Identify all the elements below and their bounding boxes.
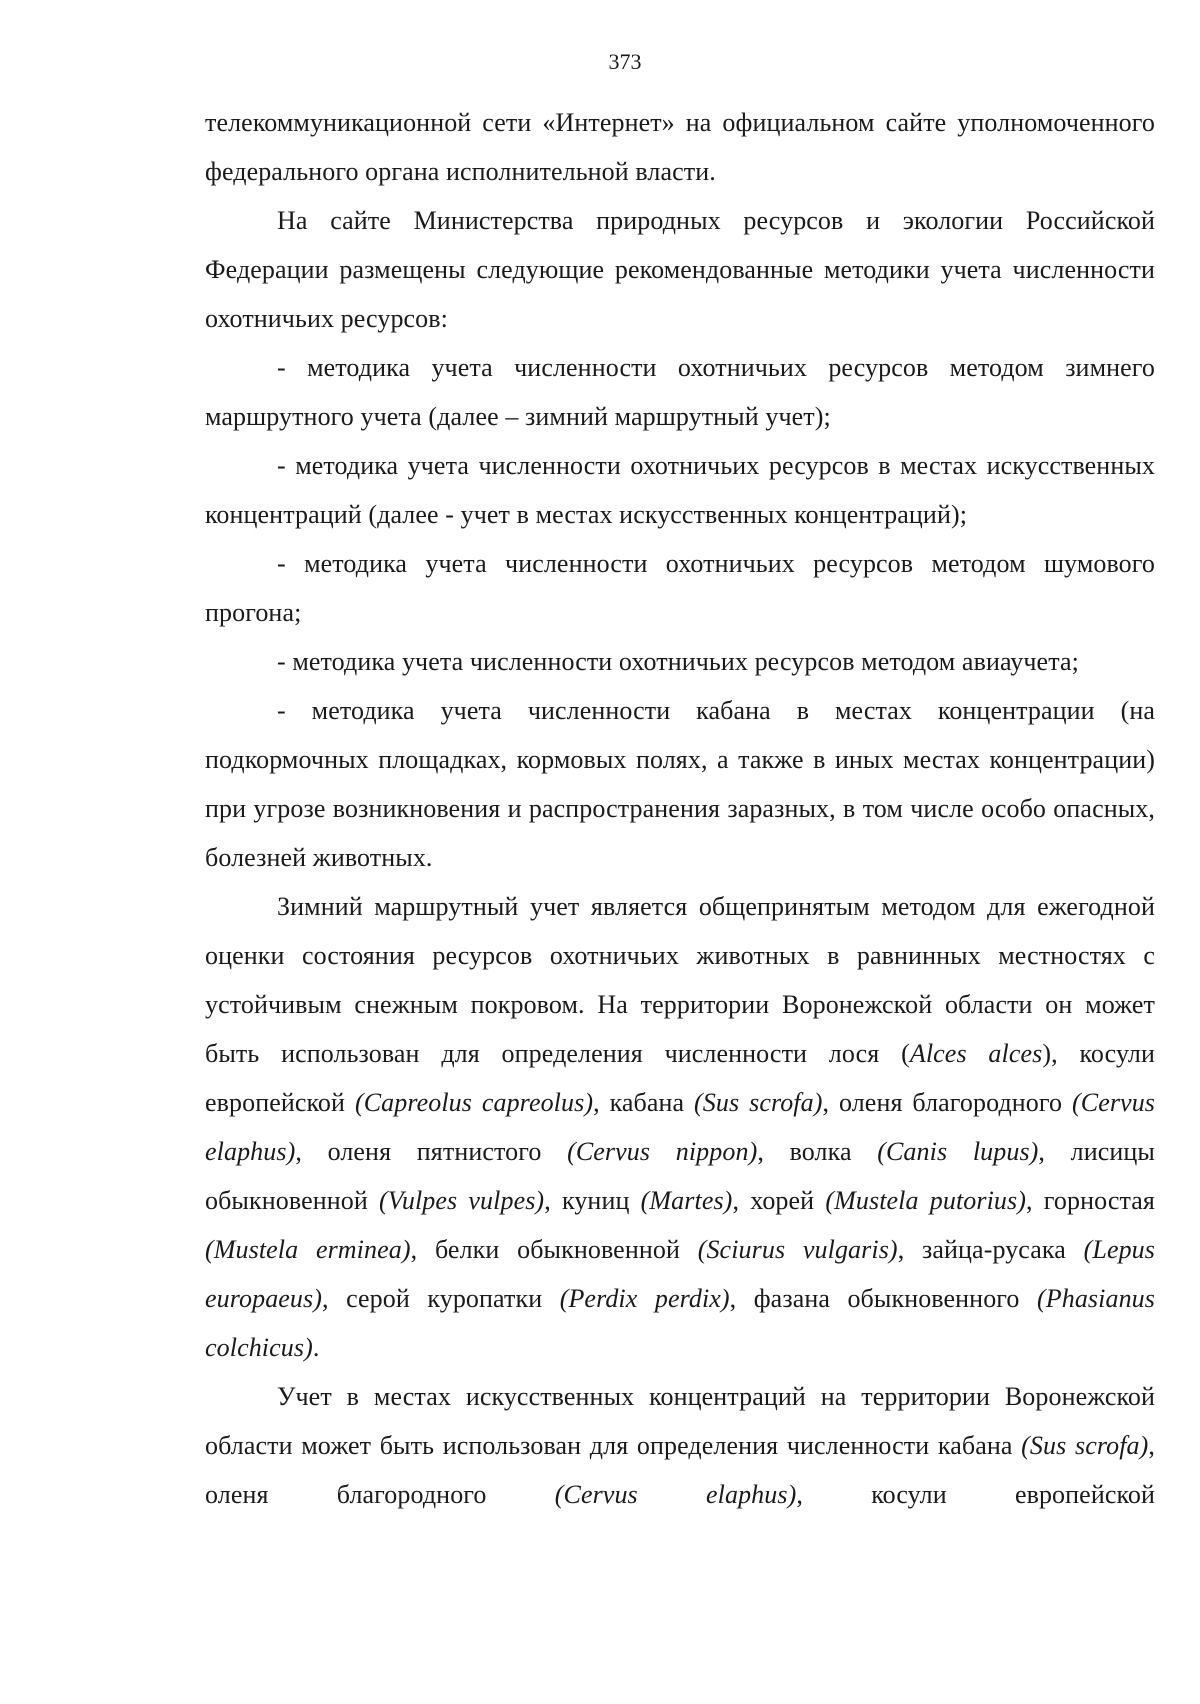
- paragraph-continuation: телекоммуникационной сети «Интернет» на официальном сайте уполномоченного федерального органа исполнительной власти.: [205, 108, 1155, 186]
- text-span: , оленя пятнистого: [295, 1137, 568, 1166]
- text-span: ), косули европейской: [205, 1039, 1155, 1117]
- species-name: (Sciurus vulgaris): [697, 1235, 898, 1264]
- text-span: , оленя благородного: [822, 1088, 1072, 1117]
- species-name: (Vulpes vulpes): [379, 1186, 545, 1215]
- text-span: .: [312, 1333, 320, 1362]
- text-span: , белки обыкновенной: [410, 1235, 698, 1264]
- text-span: , зайца-русака: [897, 1235, 1084, 1264]
- text-span: , лисицы обыкновенной: [205, 1137, 1155, 1215]
- list-item-winter-route-count: - методика учета численности охотничьих ресурсов методом зимнего маршрутного учета (далее – зимний маршрутный учет);: [205, 353, 1155, 431]
- species-name: Alces alces: [909, 1039, 1043, 1068]
- species-name: (Cervus nippon): [567, 1137, 758, 1166]
- list-item-noise-drive-count: - методика учета численности охотничьих ресурсов методом шумового прогона;: [205, 549, 1155, 627]
- species-name: (Canis lupus): [877, 1137, 1039, 1166]
- species-name: (Cervus elaphus): [554, 1480, 797, 1509]
- text-span: , фазана обыкновенного: [729, 1284, 1037, 1313]
- species-name: (Sus scrofa): [694, 1088, 823, 1117]
- text-span: , горностая: [1026, 1186, 1155, 1215]
- species-name: (Mustela putorius): [825, 1186, 1027, 1215]
- species-name: (Lepus europaeus): [205, 1235, 1156, 1313]
- list-item-aerial-count: - методика учета численности охотничьих ресурсов методом авиаучета;: [277, 647, 1079, 676]
- text-span: , кабана: [593, 1088, 695, 1117]
- species-name: (Phasianus colchicus): [205, 1284, 1155, 1362]
- text-span: Зимний маршрутный учет является общепринятым методом для ежегодной оценки состояния ресурсов охотничьих животных в равнинных местностях с устойчивым снежным покровом. На территории Воронежской области он может быть использован для определения численности лося (: [205, 892, 1155, 1068]
- species-name: (Mustela erminea): [205, 1235, 411, 1264]
- paragraph-ministry-methods: На сайте Министерства природных ресурсов и экологии Российской Федерации размещены следующие рекомендованные методики учета численности охотничьих ресурсов:: [205, 206, 1155, 333]
- paragraph-artificial-concentration-species: [205, 1372, 1155, 1519]
- species-name: (Capreolus capreolus): [354, 1088, 594, 1117]
- list-item-artificial-concentration-count: - методика учета численности охотничьих ресурсов в местах искусственных концентраций (далее - учет в местах искусственных концентраций);: [205, 451, 1155, 529]
- document-body: [205, 98, 1155, 1519]
- species-name: (Sus scrofa): [1021, 1431, 1149, 1460]
- text-span: , косули европейской: [796, 1480, 1155, 1509]
- species-name: (Cervus elaphus): [205, 1088, 1156, 1166]
- page-number: 373: [608, 49, 642, 74]
- species-name: (Perdix perdix): [559, 1284, 730, 1313]
- text-span: , волка: [757, 1137, 878, 1166]
- text-span: , куниц: [544, 1186, 641, 1215]
- text-span: , хорей: [732, 1186, 826, 1215]
- species-name: (Martes): [640, 1186, 733, 1215]
- text-span: , серой куропатки: [322, 1284, 560, 1313]
- text-span: , оленя благородного: [205, 1431, 1155, 1509]
- list-item-wild-boar-count: - методика учета численности кабана в местах концентрации (на подкормочных площадках, кормовых полях, а также в иных местах концентрации) при угрозе возникновения и распространения заразных, в том числе особо опасных, болезней животных.: [205, 696, 1155, 872]
- paragraph-winter-route-species: [205, 882, 1155, 1372]
- text-span: Учет в местах искусственных концентраций на территории Воронежской области может быть использован для определения численности кабана: [205, 1382, 1155, 1460]
